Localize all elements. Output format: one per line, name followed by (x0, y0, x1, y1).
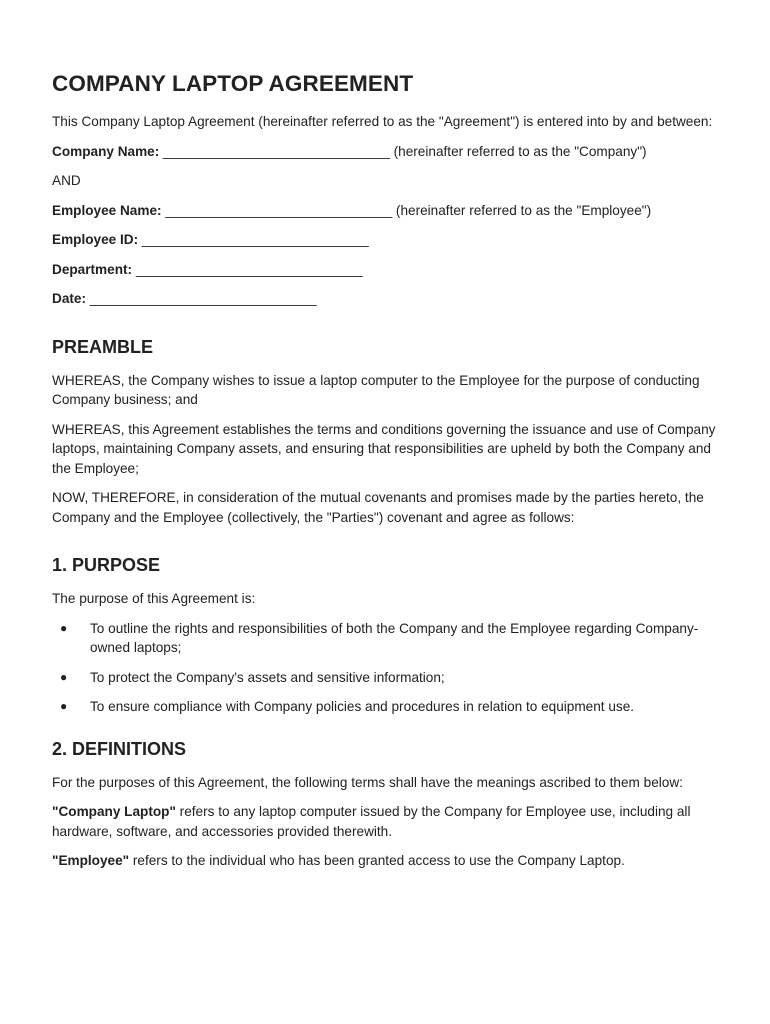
preamble-heading: PREAMBLE (52, 336, 154, 357)
definitions-heading: 2. DEFINITIONS (52, 738, 187, 759)
bullet-icon: ● (60, 669, 68, 684)
company-name-field (52, 142, 718, 162)
date-label: Date: (52, 291, 86, 306)
department-field (52, 260, 718, 280)
date-blank: ______________________________ (89, 291, 317, 306)
company-name-label: Company Name: (52, 143, 160, 159)
list-item (52, 619, 718, 658)
definition-item (52, 802, 718, 841)
employee-id-field (52, 230, 718, 250)
employee-name-suffix: (hereinafter referred to as the "Employee") (392, 202, 652, 218)
company-name-suffix: (hereinafter referred to as the "Company") (389, 143, 647, 159)
preamble-paragraph: NOW, THEREFORE, in consideration of the mutual covenants and promises made by the parties hereto, the Company and the Employee (collectively, the "Parties") covenant and agree as follows: (52, 490, 704, 525)
list-item (52, 668, 718, 688)
list-item-text: To protect the Company's assets and sensitive information; (90, 669, 445, 685)
department-label: Department: (52, 261, 133, 277)
department-blank: ______________________________ (135, 261, 363, 277)
bullet-icon: ● (60, 620, 68, 635)
list-item (52, 697, 718, 717)
employee-name-blank: ______________________________ (165, 202, 393, 218)
purpose-intro: The purpose of this Agreement is: (52, 591, 256, 606)
preamble-paragraph: WHEREAS, this Agreement establishes the terms and conditions governing the issuance and use of Company laptops, maintaining Company assets, and ensuring that responsibilities are upheld by both the Company and the Employee; (52, 421, 716, 476)
company-name-blank: ______________________________ (163, 143, 390, 159)
employee-name-field (52, 201, 718, 221)
employee-id-label: Employee ID: (52, 232, 139, 247)
purpose-list (52, 619, 718, 717)
preamble-paragraph: WHEREAS, the Company wishes to issue a laptop computer to the Employee for the purpose of conducting Company business; and (52, 372, 700, 407)
definition-term: "Employee" (52, 853, 130, 868)
definitions-intro: For the purposes of this Agreement, the following terms shall have the meanings ascribed to them below: (52, 774, 683, 790)
definition-text: refers to the individual who has been granted access to use the Company Laptop. (129, 853, 625, 868)
definition-item (52, 851, 718, 871)
list-item-text: To ensure compliance with Company policies and procedures in relation to equipment use. (90, 699, 635, 714)
date-field (52, 289, 718, 309)
list-item-text: To outline the rights and responsibilities of both the Company and the Employee regarding Company-owned laptops; (90, 620, 699, 655)
definition-term: "Company Laptop" (52, 804, 176, 819)
purpose-heading: 1. PURPOSE (52, 555, 161, 575)
bullet-icon: ● (60, 699, 68, 713)
and-text: AND (52, 173, 81, 188)
document-title: COMPANY LAPTOP AGREEMENT (52, 71, 414, 96)
intro-paragraph: This Company Laptop Agreement (hereinafter referred to as the "Agreement") is entered into by and between: (52, 114, 713, 129)
employee-id-blank: ______________________________ (141, 232, 369, 247)
employee-name-label: Employee Name: (52, 202, 162, 218)
definition-text: refers to any laptop computer issued by the Company for Employee use, including all hardware, software, and accessories provided therewith. (52, 804, 691, 839)
